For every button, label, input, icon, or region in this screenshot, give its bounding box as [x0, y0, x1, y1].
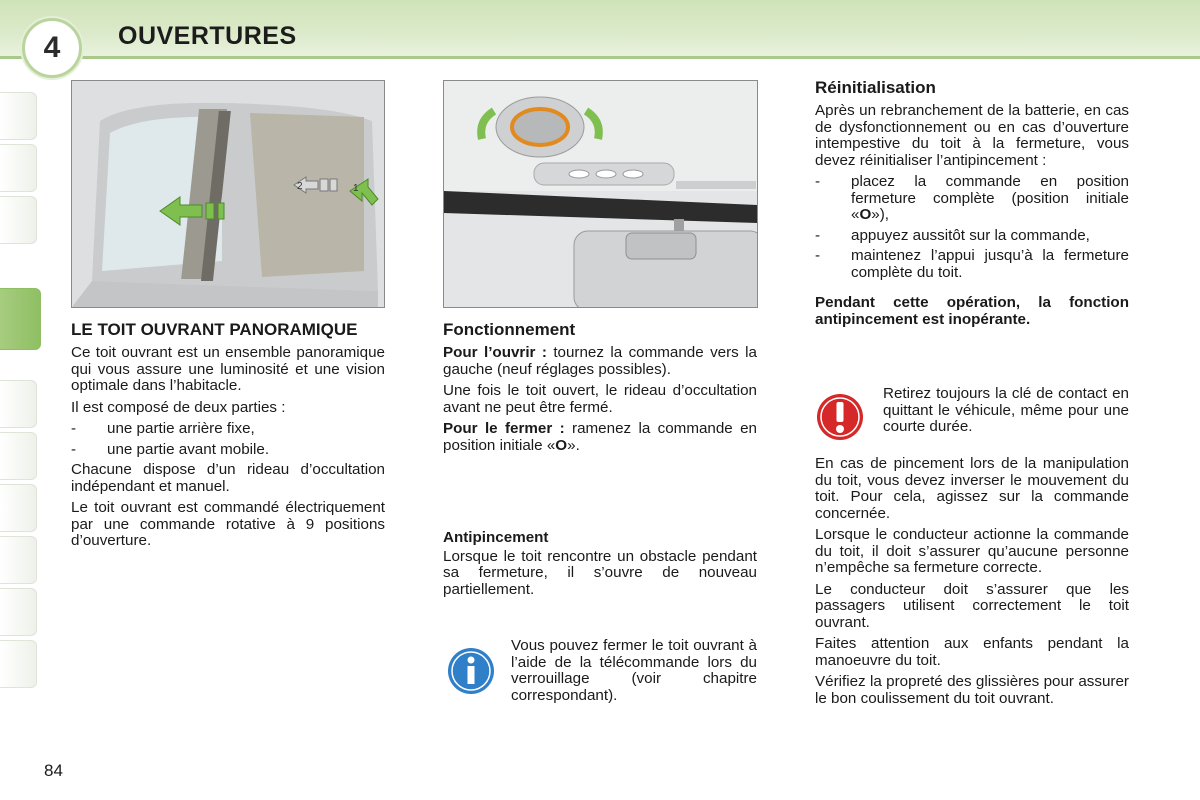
column-left [71, 321, 385, 555]
chapter-tab-10[interactable] [0, 640, 37, 688]
paragraph: Le conducteur doit s’assurer que les passagers utilisent correctement le toit ouvrant. [815, 580, 1129, 631]
arrow-label-1: 1 [353, 183, 359, 194]
paragraph: Ce toit ouvrant est un ensemble panoramique qui vous assure une luminosité et une vision optimale dans l’habitacle. [71, 344, 385, 394]
warning-note-body [883, 386, 1129, 441]
position-o: O [859, 206, 872, 223]
column-right-lower [815, 456, 1129, 712]
list-item [815, 174, 1129, 224]
paragraph: Le toit ouvrant est commandé électriquement par une commande rotative à 9 positions d’ouverture. [71, 499, 385, 549]
roof-control-illustration [443, 80, 758, 308]
list-item [815, 248, 1129, 281]
list-item-text-a: placez la commande en position fermeture complète (position initiale « [851, 173, 1129, 223]
antipincement-section [443, 530, 757, 603]
page-number: 84 [44, 761, 63, 780]
sunroof-illustration [71, 80, 385, 308]
paragraph: Après un rebranchement de la batterie, en cas de dysfonctionnement ou en cas d’ouverture intempestive du toit à la fermeture, vous devez réinitialiser l’antipincement : [815, 102, 1129, 169]
chapter-tab-2[interactable] [0, 144, 37, 192]
close-label: Pour le fermer : [443, 420, 565, 437]
chapter-tab-7[interactable] [0, 484, 37, 532]
list-item-text: maintenez l’appui jusqu’à la fermeture complète du toit. [851, 247, 1129, 281]
section-heading-reinitialisation: Réinitialisation [815, 78, 936, 97]
chapter-number: 4 [22, 18, 82, 78]
column-middle [443, 321, 757, 459]
chapter-tab-3[interactable] [0, 196, 37, 244]
chapter-tab-8[interactable] [0, 536, 37, 584]
paragraph: Vérifiez la propreté des glissières pour assurer le bon coulissement du toit ouvrant. [815, 673, 1129, 707]
column-right [815, 79, 1129, 333]
sunroof-drawing [72, 81, 384, 307]
paragraph: Lorsque le conducteur actionne la commande du toit, il doit s’assurer qu’aucune personne n’empêche sa fermeture correcte. [815, 526, 1129, 576]
roof-control-drawing [444, 81, 757, 307]
open-text: tournez la commande vers la gauche (neuf réglages possibles). [443, 344, 757, 378]
paragraph-open [443, 345, 757, 378]
warning-note [815, 386, 1129, 442]
section-heading-toit-ouvrant: LE TOIT OUVRANT PANORAMIQUE [71, 320, 358, 339]
chapter-tabs [0, 82, 40, 722]
chapter-tab-1[interactable] [0, 92, 37, 140]
chapter-tab-5[interactable] [0, 380, 37, 428]
warning-icon [815, 392, 865, 442]
arrow-label-2: 2 [297, 181, 303, 192]
paragraph-close [443, 421, 757, 454]
paragraph: Chacune dispose d’un rideau d’occultation indépendant et manuel. [71, 461, 385, 495]
list-dash: - [815, 247, 821, 264]
list-dash: - [815, 226, 821, 244]
open-label: Pour l’ouvrir : [443, 344, 547, 361]
list-item [815, 228, 1129, 245]
warning-note-text: Retirez toujours la clé de contact en quittant le véhicule, même pour une courte durée. [883, 385, 1129, 435]
list-item-text: appuyez aussitôt sur la commande, [851, 226, 1090, 244]
close-end: ». [567, 436, 580, 454]
chapter-tab-active[interactable] [0, 288, 41, 350]
list-dash: - [815, 173, 821, 190]
paragraph: En cas de pincement lors de la manipulation du toit, vous devez inverser le mouvement du toit. Pour cela, agissez sur la commande concernée. [815, 455, 1129, 522]
bold-note: Pendant cette opération, la fonction antipincement est inopérante. [815, 294, 1129, 328]
section-heading-antipincement: Antipincement [443, 529, 549, 546]
section-heading-fonctionnement: Fonctionnement [443, 320, 576, 339]
header-divider [0, 56, 1200, 59]
list-dash: - [71, 440, 77, 458]
chapter-tab-9[interactable] [0, 588, 37, 636]
list-item [71, 421, 385, 438]
list-item-text [851, 174, 1129, 224]
paragraph: Faites attention aux enfants pendant la manoeuvre du toit. [815, 635, 1129, 669]
chapter-title: OUVERTURES [118, 22, 297, 50]
chapter-tab-6[interactable] [0, 432, 37, 480]
info-note-text: Vous pouvez fermer le toit ouvrant à l’aide de la télécommande lors du verrouillage (voir chapitre correspondant). [511, 637, 757, 704]
info-icon [446, 646, 496, 696]
list-item-text-c: »), [871, 206, 890, 223]
info-note-body [511, 638, 757, 709]
list-item-text: une partie avant mobile. [107, 440, 270, 458]
list-item-text: une partie arrière fixe, [107, 420, 255, 437]
info-note [446, 638, 757, 709]
close-text: ramenez la commande en position initiale « [443, 420, 757, 454]
close-position-o: O [555, 436, 568, 454]
paragraph: Une fois le toit ouvert, le rideau d’occultation avant ne peut être fermé. [443, 382, 757, 416]
list-item [71, 442, 385, 459]
paragraph: Lorsque le toit rencontre un obstacle pendant sa fermeture, il s’ouvre de nouveau partiellement. [443, 547, 757, 598]
paragraph: Il est composé de deux parties : [71, 398, 286, 416]
list-dash: - [71, 420, 77, 437]
